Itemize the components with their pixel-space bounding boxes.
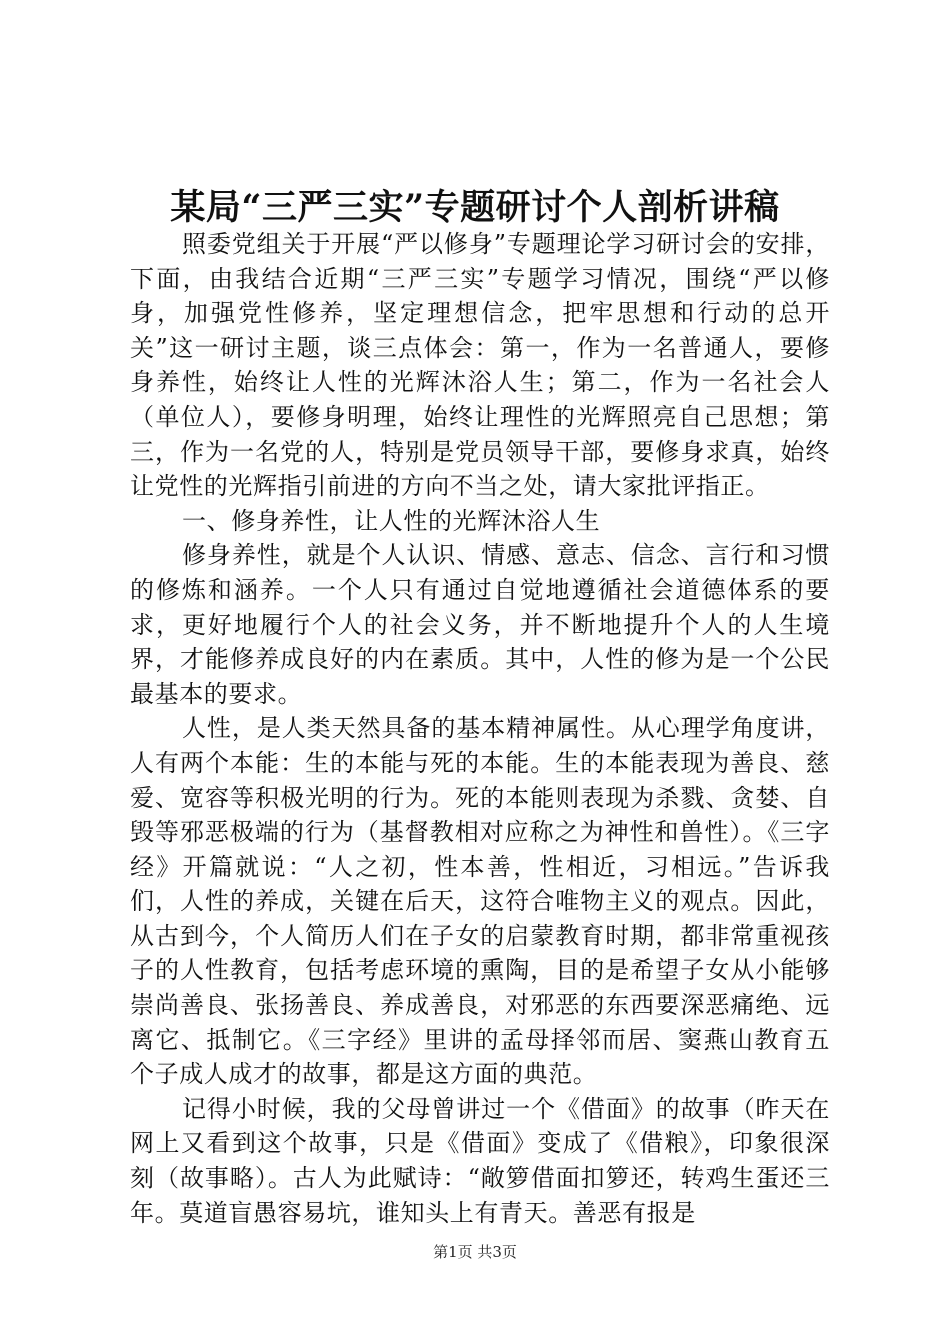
section-heading: 一、修身养性，让人性的光辉沐浴人生: [182, 506, 601, 535]
body-paragraph: 记得小时候，我的父母曾讲过一个《借面》的故事（昨天在网上又看到这个故事，只是《借面》变成了《借粮》，印象很深刻（故事略）。古人为此赋诗：“敞箩借面扣箩还，转鸡生蛋还三年。莫道盲愚容易坑，谁知头上有青天。善恶有报是: [130, 1094, 830, 1227]
document-body: [130, 227, 830, 1230]
page-footer: 第1页 共3页: [433, 1243, 517, 1261]
body-paragraph: 修身养性，就是个人认识、情感、意志、信念、言行和习惯的修炼和涵养。一个人只有通过自觉地遵循社会道德体系的要求，更好地履行个人的社会义务，并不断地提升个人的人生境界，才能修养成良好的内在素质。其中，人性的修为是一个公民最基本的要求。: [130, 541, 830, 708]
intro-paragraph: 照委党组关于开展“严以修身”专题理论学习研讨会的安排，下面，由我结合近期“三严三实”专题学习情况，围绕“严以修身，加强党性修养，坚定理想信念，把牢思想和行动的总开关”这一研讨主题，谈三点体会：第一，作为一名普通人，要修身养性，始终让人性的光辉沐浴人生；第二，作为一名社会人（单位人），要修身明理，始终让理性的光辉照亮自己思想；第三，作为一名党的人，特别是党员领导干部，要修身求真，始终让党性的光辉指引前进的方向不当之处，请大家批评指正。: [130, 230, 830, 501]
document-title: 某局“三严三实”专题研讨个人剖析讲稿: [170, 187, 780, 228]
body-paragraph: 人性，是人类天然具备的基本精神属性。从心理学角度讲，人有两个本能：生的本能与死的本能。生的本能表现为善良、慈爱、宽容等积极光明的行为。死的本能则表现为杀戮、贪婪、自毁等邪恶极端的行为（基督教相对应称之为神性和兽性）。《三字经》开篇就说：“人之初，性本善，性相近，习相远。”告诉我们，人性的养成，关键在后天，这符合唯物主义的观点。因此，从古到今，个人简历人们在子女的启蒙教育时期，都非常重视孩子的人性教育，包括考虑环境的熏陶，目的是希望子女从小能够崇尚善良、张扬善良、养成善良，对邪恶的东西要深恶痛绝、远离它、抵制它。《三字经》里讲的孟母择邻而居、窦燕山教育五个子成人成才的故事，都是这方面的典范。: [130, 714, 830, 1089]
